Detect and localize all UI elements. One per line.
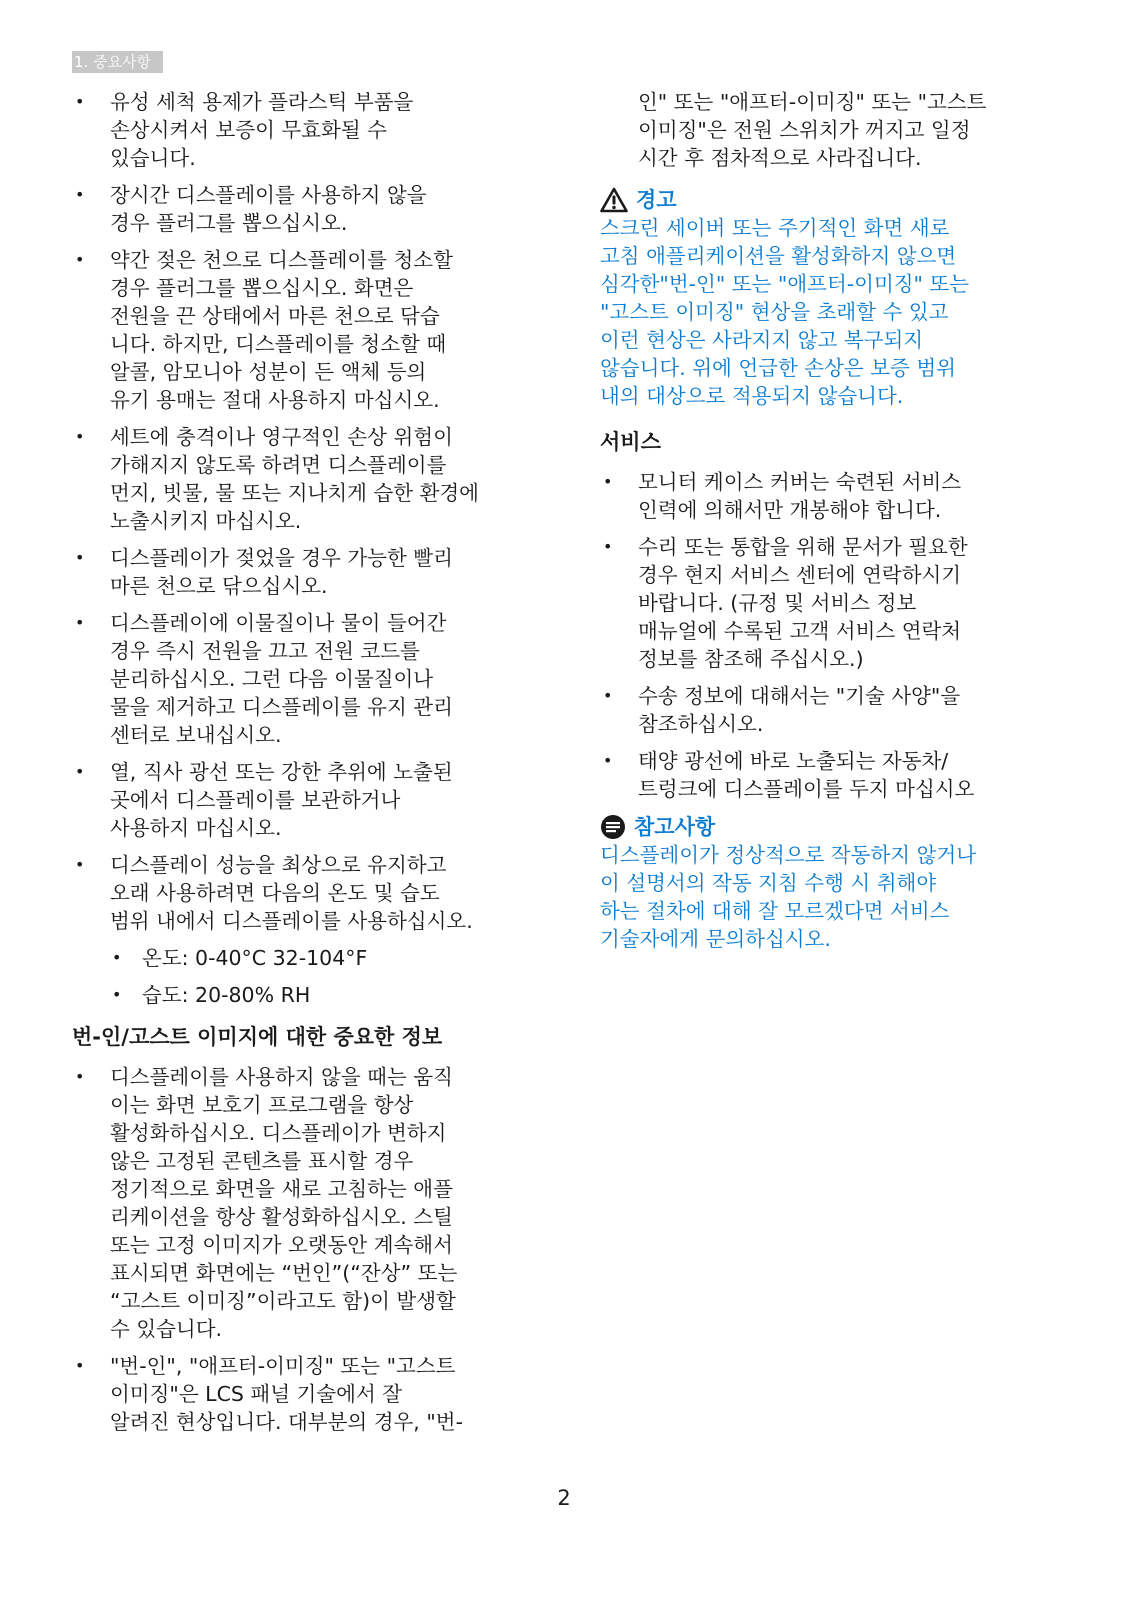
list-item: • 디스플레이가 젖었을 경우 가능한 빨리 마른 천으로 닦으십시오.: [72, 544, 542, 600]
list-item: • "번-인", "애프터-이미징" 또는 "고스트 이미징"은 LCS 패널 기술에서 잘 알려진 현상입니다. 대부분의 경우, "번-: [72, 1352, 542, 1436]
list-item: • 태양 광선에 바로 노출되는 자동차/ 트렁크에 디스플레이를 두지 마십시오: [600, 747, 1060, 803]
continuation-text: 인" 또는 "애프터-이미징" 또는 "고스트 이미징"은 전원 스위치가 꺼지고 일정 시간 후 점차적으로 사라집니다.: [638, 90, 987, 170]
sub-list-item: • 습도: 20-80% RH: [72, 981, 542, 1009]
left-column: [72, 88, 542, 1445]
precautions-list: [72, 88, 542, 935]
list-item: • 디스플레이를 사용하지 않을 때는 움직 이는 화면 보호기 프로그램을 항상 활성화하십시오. 디스플레이가 변하지 않은 고정된 콘텐츠를 표시할 경우 정기적으로 화면을 새로 고침하는 애플 리케이션을 항상 활성화하십시오. 스틸 또는 고정 이미지가 오랫동안 계속해서 표시되면 화면에는 “번인”(“잔상” 또는 “고스트 이미징”이라고도 함)이 발생할 수 있습니다.: [72, 1063, 542, 1343]
warning-header: [600, 186, 1060, 214]
warning-body: 스크린 세이버 또는 주기적인 화면 새로 고침 애플리케이션을 활성화하지 않으면 심각한"번-인" 또는 "애프터-이미징" 또는 "고스트 이미징" 현상을 초래할 수 있고 이런 현상은 사라지지 않고 복구되지 않습니다. 위에 언급한 손상은 보증 범위 내의 대상으로 적용되지 않습니다.: [600, 216, 970, 408]
burnin-heading: 번-인/고스트 이미지에 대한 중요한 정보: [72, 1025, 443, 1049]
list-item: • 약간 젖은 천으로 디스플레이를 청소할 경우 플러그를 뽑으십시오. 화면은 전원을 끈 상태에서 마른 천으로 닦습 니다. 하지만, 디스플레이를 청소할 때 알콜, 암모니아 성분이 든 액체 등의 유기 용매는 절대 사용하지 마십시오.: [72, 246, 542, 414]
note-body: 디스플레이가 정상적으로 작동하지 않거나 이 설명서의 작동 지침 수행 시 취해야 하는 절차에 대해 잘 모르겠다면 서비스 기술자에게 문의하십시오.: [600, 843, 977, 951]
burnin-list: [72, 1063, 542, 1436]
page-number: 2: [557, 1486, 571, 1510]
list-item: • 세트에 충격이나 영구적인 손상 위험이 가해지지 않도록 하려면 디스플레이를 먼지, 빗물, 물 또는 지나치게 습한 환경에 노출시키지 마십시오.: [72, 423, 542, 535]
list-item: • 수송 정보에 대해서는 "기술 사양"을 참조하십시오.: [600, 682, 1060, 738]
list-item: • 유성 세척 용제가 플라스틱 부품을 손상시켜서 보증이 무효화될 수 있습니다.: [72, 88, 542, 172]
list-item: • 디스플레이에 이물질이나 물이 들어간 경우 즉시 전원을 끄고 전원 코드를 분리하십시오. 그런 다음 이물질이나 물을 제거하고 디스플레이를 유지 관리 센터로 보내십시오.: [72, 609, 542, 749]
note-title: 참고사항: [634, 815, 716, 839]
section-tag: 1. 중요사항: [72, 51, 163, 73]
note-icon: [600, 814, 626, 840]
note-header: [600, 813, 1060, 841]
environment-sublist: [72, 944, 542, 1009]
list-item: • 수리 또는 통합을 위해 문서가 필요한 경우 현지 서비스 센터에 연락하시기 바랍니다. (규정 및 서비스 정보 매뉴얼에 수록된 고객 서비스 연락처 정보를 참조해 주십시오.): [600, 533, 1060, 673]
list-item-text: 디스플레이 성능을 최상으로 유지하고 오래 사용하려면 다음의 온도 및 습도 범위 내에서 디스플레이를 사용하십시오.: [110, 853, 473, 933]
list-item: • 장시간 디스플레이를 사용하지 않을 경우 플러그를 뽑으십시오.: [72, 181, 542, 237]
list-item: [72, 851, 542, 935]
list-item: • 모니터 케이스 커버는 숙련된 서비스 인력에 의해서만 개봉해야 합니다.: [600, 468, 1060, 524]
service-heading: 서비스: [600, 430, 661, 454]
list-item: • 열, 직사 광선 또는 강한 추위에 노출된 곳에서 디스플레이를 보관하거나 사용하지 마십시오.: [72, 758, 542, 842]
warning-triangle-icon: [600, 187, 628, 213]
sub-list-item: • 온도: 0-40°C 32-104°F: [72, 944, 542, 972]
right-column: [600, 88, 1060, 971]
service-list: [600, 468, 1060, 803]
warning-title: 경고: [636, 188, 677, 212]
